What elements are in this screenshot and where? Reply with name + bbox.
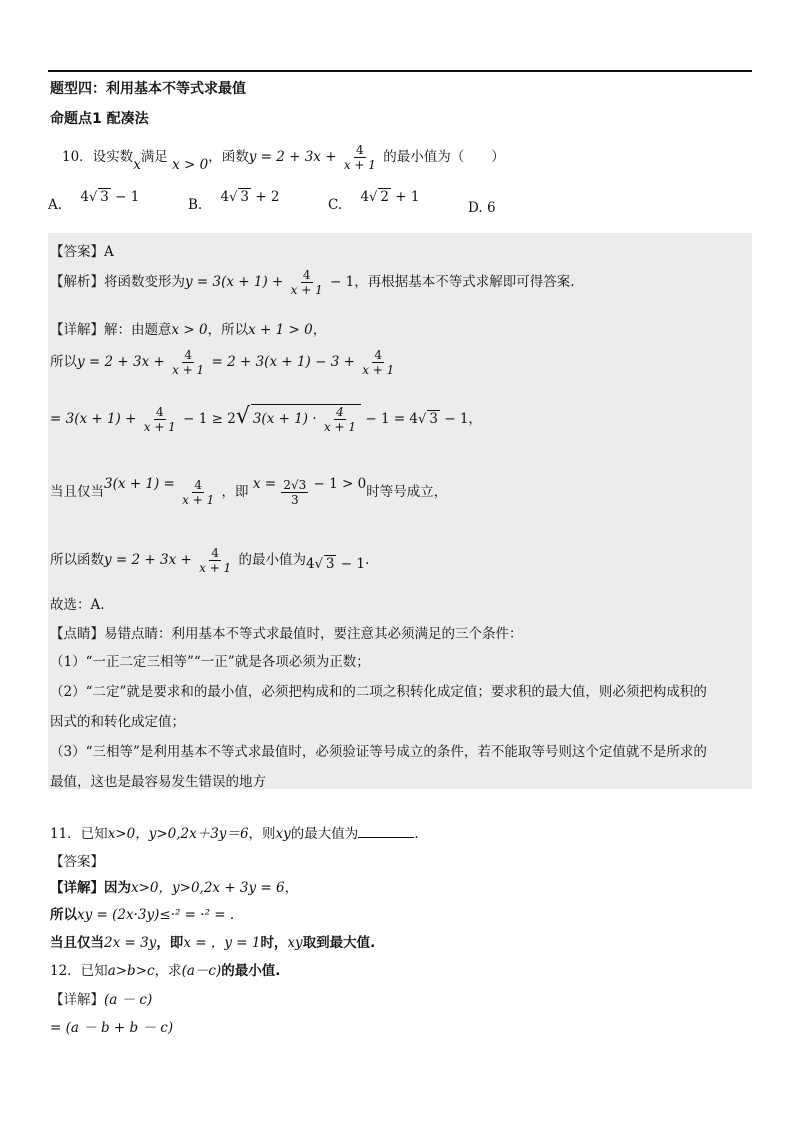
value-coef: 4 — [306, 556, 315, 572]
detail-end: 时等号成立， — [366, 484, 448, 500]
detail-end: . — [364, 552, 370, 568]
detail-lead: 所以 — [50, 907, 77, 923]
q11-xy: xy — [275, 826, 291, 842]
detail-10-line5: 所以函数y = 2 + 3x + $\frac{4}{x + 1}$ 的最小值为4√ 3 − 1. — [50, 546, 370, 575]
tip-title: 【点睛】易错点睛：利用基本不等式求最值时，要注意其必须满足的三个条件： — [50, 626, 523, 642]
detail-x: x = ，y = 1 — [183, 935, 261, 951]
q11-prefix: 11．已知 — [50, 826, 108, 842]
frac-num: 2√3 — [283, 478, 307, 492]
frac-den: 3 — [290, 493, 299, 507]
detail-lead: 【详解】因为 — [50, 880, 131, 896]
detail-11-line3 — [50, 931, 375, 951]
detail-mid: 的最小值为 — [238, 552, 306, 568]
top-rule — [48, 70, 752, 72]
frac-num: 4 — [211, 546, 219, 560]
option-radicand: 2 — [380, 189, 389, 205]
detail-expr: 2x = 3y — [104, 935, 157, 951]
answer-10: 【答案】A — [50, 244, 114, 260]
detail-mid: ，所以 — [207, 322, 249, 338]
frac-num: 4 — [194, 478, 202, 492]
sqrt-expr: 3(x + 1) · — [252, 411, 317, 427]
option-label: C. — [328, 197, 343, 213]
option-text: 6 — [486, 200, 496, 216]
detail-fraction — [360, 348, 396, 377]
q12-expr: (a－c) — [181, 963, 222, 979]
detail-10-line4 — [50, 478, 447, 507]
q10-func-label: ，函数 — [208, 149, 249, 165]
q10-prefix: 10．设实数 — [62, 149, 134, 165]
detail-11-line1 — [50, 876, 298, 896]
frac-den: x + 1 — [362, 363, 395, 377]
detail-cond2: x + 1 > 0 — [248, 322, 313, 338]
subsection-title: 命题点1 配凑法 — [50, 111, 149, 127]
detail-expr: x>0，y>0,2x + 3y = 6 — [131, 880, 285, 896]
detail-end: ， — [468, 411, 482, 427]
detail-expr-b: − 1 ≥ 2 — [183, 411, 236, 427]
detail-12-line2 — [50, 1016, 173, 1036]
detail-end: ， — [284, 880, 299, 896]
q10-function: y = 2 + 3x + — [248, 149, 337, 165]
frac-den: x + 1 — [143, 420, 176, 434]
q11-suffix: 的最大值为 — [290, 826, 359, 842]
q12-prefix: 12．已知 — [50, 963, 108, 979]
detail-expr: y = 2 + 3x + — [104, 552, 192, 568]
q11-condition: x>0，y>0,2x＋3y＝6 — [107, 826, 249, 842]
analysis-expr-tail: − 1 — [330, 274, 355, 290]
analysis-expr: y = 3(x + 1) + — [185, 274, 284, 290]
detail-expr: y = 2 + 3x + — [77, 354, 165, 370]
detail-lead: 当且仅当 — [50, 484, 104, 500]
detail-expr-a: = 3(x + 1) + — [50, 411, 137, 427]
detail-cond1: x > 0 — [171, 322, 208, 338]
q10-option-b: B. 4√ 3 + 2 — [188, 189, 280, 213]
detail-end: 时， — [260, 935, 288, 951]
section-title: 题型四：利用基本不等式求最值 — [50, 81, 246, 97]
option-tail: − 1 — [115, 189, 140, 205]
frac-den: x + 1 — [199, 561, 232, 575]
answer-11: 【答案】 — [50, 854, 104, 870]
option-coef: 4 — [80, 189, 89, 205]
q10-condition: x > 0 — [172, 157, 209, 173]
tip-1: （1）“一正二定三相等”“一正”就是各项必须为正数； — [50, 654, 370, 670]
q10-option-c: C. 4√ 2 + 1 — [328, 189, 420, 213]
q10-var-x: x — [133, 157, 141, 173]
analysis-fraction — [289, 268, 325, 297]
detail-11-line2 — [50, 903, 234, 923]
detail-12-line1 — [50, 988, 152, 1008]
detail-expr: = (a － b + b － c) — [50, 1020, 174, 1036]
analysis-lead: 【解析】将函数变形为 — [50, 274, 185, 290]
q11-mid: ，则 — [248, 826, 276, 842]
detail-expr: xy = (2x·3y)≤·² = ·² = . — [77, 907, 235, 923]
q10-cond-label: 满足 — [140, 149, 168, 165]
analysis-10 — [50, 268, 575, 297]
detail-lead: 所以 — [50, 354, 77, 370]
detail-mid-expr: = 2 + 3(x + 1) − 3 + — [211, 354, 355, 370]
detail-fraction — [197, 546, 233, 575]
q10-frac-num: 4 — [356, 143, 364, 157]
q12-suffix: 的最小值. — [221, 963, 281, 979]
detail-tail: − 1 > 0 — [313, 476, 367, 492]
frac-den: x + 1 — [172, 363, 205, 377]
detail-mid: ，即 — [221, 484, 249, 500]
detail-lead: 【详解】解：由题意 — [50, 322, 172, 338]
q11-end: . — [414, 826, 419, 842]
option-tail: + 2 — [255, 189, 280, 205]
tip-3b: 最值，这也是最容易发生错误的地方 — [50, 774, 266, 790]
q10-option-a: A. 4√ 3 − 1 — [48, 189, 140, 213]
option-tail: + 1 — [395, 189, 420, 205]
option-label: B. — [188, 197, 203, 213]
detail-expr-d: − 1 — [444, 411, 469, 427]
detail-fraction — [322, 405, 358, 434]
q11-answer-blank — [358, 825, 414, 838]
q12-mid: ，求 — [154, 963, 182, 979]
frac-num: 4 — [374, 348, 383, 362]
frac-num: 4 — [184, 348, 192, 362]
detail-10-line3: = 3(x + 1) + $\frac{4}{x + 1}$ − 1 ≥ 2√ 3(x + 1) · $\frac{4}{x + 1}$ − 1 = 4√ 3 − 1， — [50, 404, 482, 434]
option-label: A. — [48, 197, 63, 213]
q10-suffix: 的最小值为（ ） — [383, 149, 505, 165]
detail-expr-c: − 1 = 4 — [365, 411, 419, 427]
option-coef: 4 — [220, 189, 230, 205]
detail-xy: xy — [287, 935, 303, 951]
detail-x: x = — [252, 476, 277, 492]
detail-tail: 取到最大值. — [302, 935, 376, 951]
detail-radicand: 3 — [429, 411, 438, 427]
detail-10-line2 — [50, 348, 397, 377]
q10-fraction — [342, 143, 378, 172]
detail-expr: (a － c) — [104, 992, 153, 1008]
detail-fraction — [180, 478, 216, 507]
q10-option-d — [468, 200, 496, 216]
detail-lhs: 3(x + 1) = — [104, 476, 175, 492]
option-radicand: 3 — [240, 189, 249, 205]
detail-mid: ，即 — [156, 935, 184, 951]
value-radicand: 3 — [325, 556, 335, 572]
tip-3a: （3）“三相等”是利用基本不等式求最值时，必须验证等号成立的条件，若不能取等号则这个定值就不是所求的 — [50, 744, 707, 760]
detail-fraction — [170, 348, 206, 377]
frac-num: 4 — [302, 268, 311, 282]
detail-lead: 所以函数 — [50, 552, 104, 568]
question-12 — [50, 959, 280, 979]
detail-fraction — [142, 405, 178, 434]
value-tail: − 1 — [340, 556, 365, 572]
analysis-rest: ，再根据基本不等式求解即可得答案. — [354, 274, 575, 290]
detail-lead: 【详解】 — [50, 992, 104, 1008]
frac-den: x + 1 — [323, 420, 357, 434]
detail-10-line1 — [50, 318, 326, 338]
q12-condition: a>b>c — [107, 963, 155, 979]
option-coef: 4 — [360, 189, 370, 205]
tip-2a: （2）“二定”就是要求和的最小值，必须把构成和的二项之积转化成定值；要求积的最大值，则必须把构成积的 — [50, 684, 707, 700]
choose-10: 故选：A. — [50, 597, 105, 613]
detail-lead: 当且仅当 — [50, 935, 104, 951]
solution-panel — [48, 233, 752, 789]
detail-fraction — [281, 478, 308, 507]
frac-den: x + 1 — [290, 283, 323, 297]
question-10 — [62, 143, 505, 172]
question-11 — [50, 822, 419, 842]
detail-end: ， — [312, 322, 327, 338]
q10-frac-den: x + 1 — [343, 158, 376, 172]
frac-num: 4 — [155, 405, 164, 419]
frac-den: x + 1 — [182, 493, 215, 507]
option-label: D. — [468, 200, 483, 216]
detail-sqrt — [251, 404, 361, 434]
option-radicand: 3 — [100, 189, 109, 205]
tip-2b: 因式的和转化成定值； — [50, 714, 185, 730]
frac-num: 4 — [336, 405, 344, 419]
